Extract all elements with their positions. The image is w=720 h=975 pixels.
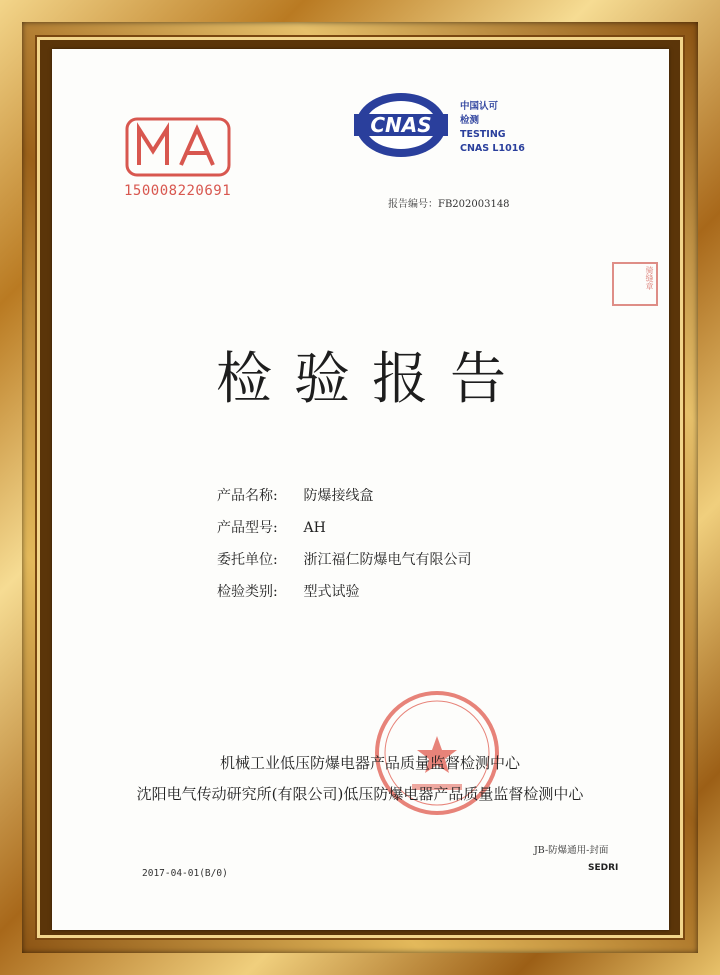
svg-text:CNAS: CNAS	[370, 113, 432, 137]
cnas-logo-icon	[354, 90, 448, 160]
field-label: 委托单位:	[217, 552, 278, 568]
field-value: 浙江福仁防爆电气有限公司	[303, 552, 472, 568]
field-row-model	[217, 517, 471, 549]
field-row-test-type	[217, 581, 471, 613]
ma-number: 150008220691	[124, 183, 232, 199]
field-label: 检验类别:	[217, 584, 278, 600]
cnas-line-4: CNAS L1016	[460, 143, 525, 154]
ma-stamp-icon	[125, 117, 231, 177]
field-label: 产品名称:	[217, 488, 278, 504]
cnas-line-2: 检测	[460, 115, 480, 126]
issuer-line-1: 机械工业低压防爆电器产品质量监督检测中心	[219, 754, 520, 772]
field-value: 防爆接线盒	[303, 488, 374, 504]
cnas-line-1: 中国认可	[460, 101, 499, 112]
cnas-line-3: TESTING	[460, 129, 506, 140]
product-fields	[217, 485, 471, 613]
issuer-line-2: 沈阳电气传动研究所(有限公司)低压防爆电器产品质量监督检测中心	[136, 785, 584, 803]
field-value: 型式试验	[303, 584, 360, 600]
form-date: 2017-04-01(B/0)	[142, 868, 228, 879]
field-label: 产品型号:	[217, 520, 278, 536]
sedri-logo-icon: SEDRI	[588, 863, 619, 873]
side-seal-icon: 骑缝章	[612, 262, 658, 306]
field-row-product-name	[217, 485, 471, 517]
cnas-accreditation-text	[460, 100, 540, 156]
form-code: JB-防爆通用-封面	[534, 845, 609, 856]
field-row-client	[217, 549, 471, 581]
report-title: 检验报告	[216, 347, 528, 412]
report-number: 报告编号：FB202003148	[388, 199, 510, 210]
field-value: AH	[303, 520, 326, 536]
